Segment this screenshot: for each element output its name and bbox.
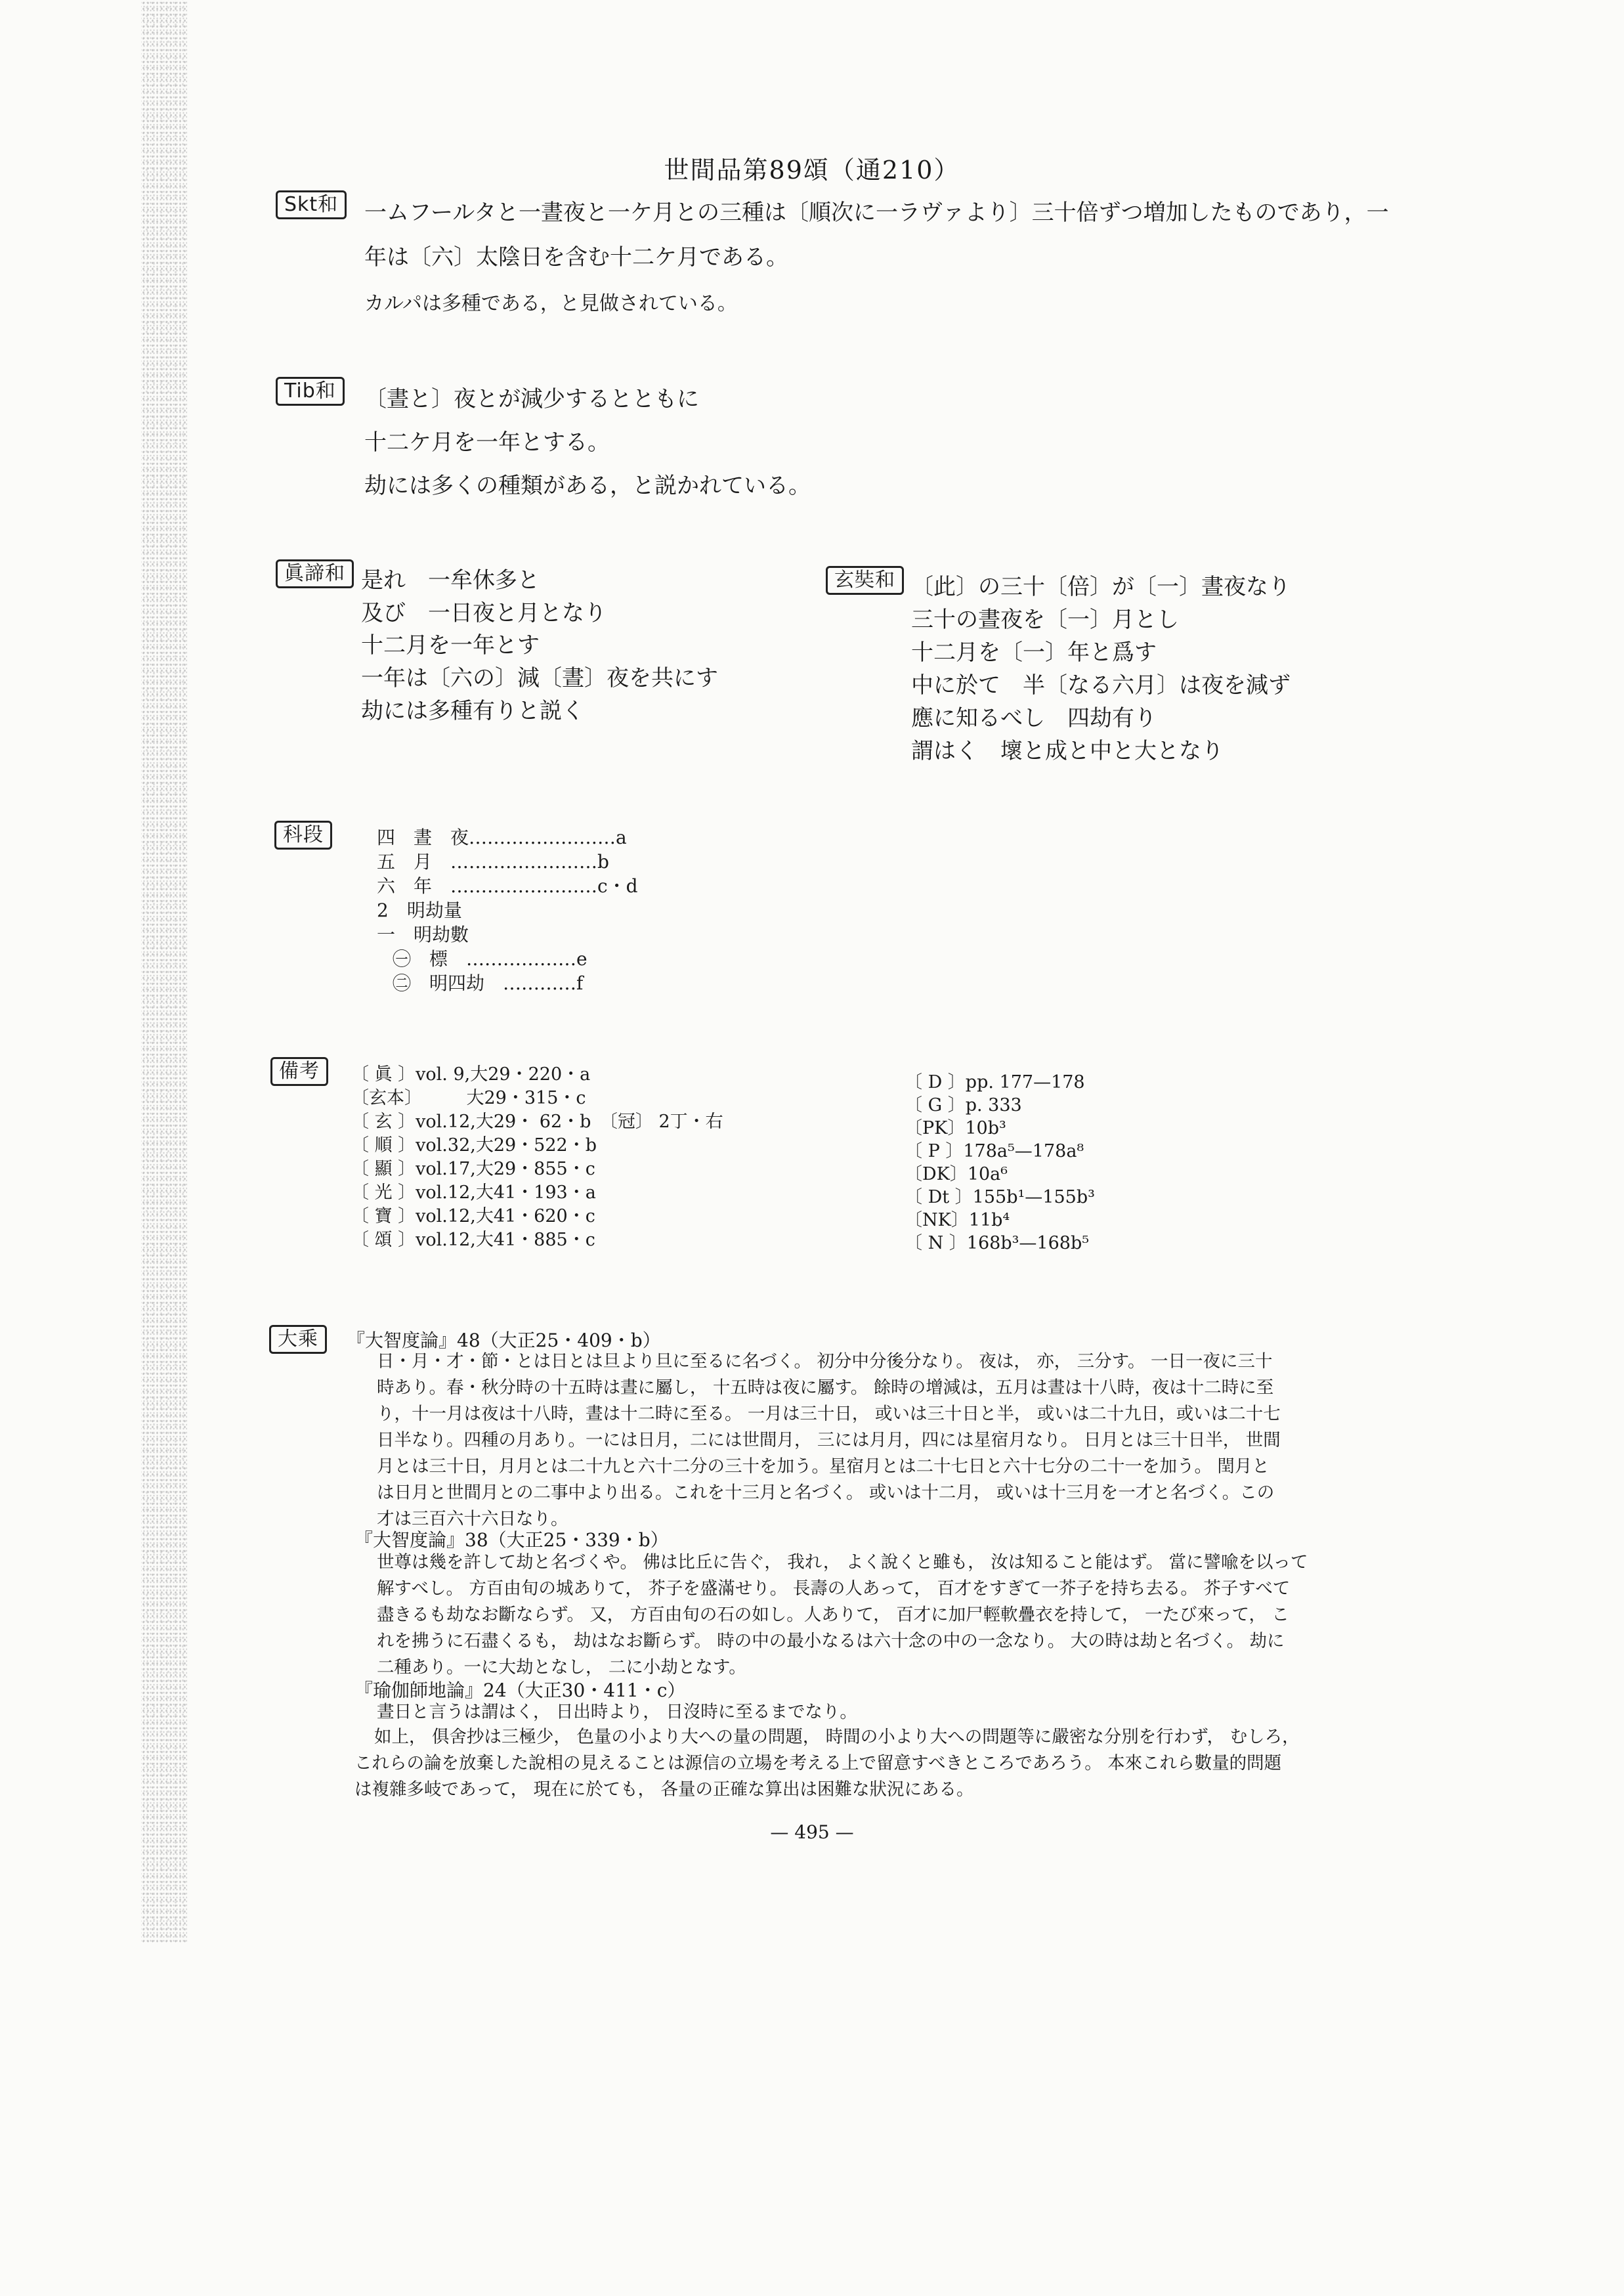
biko-right-5: 〔DK〕10a⁶ [905, 1164, 1008, 1184]
daijo-p1-line: 才は三百六十六日なり。 [377, 1509, 568, 1529]
daijo-p2-line: 二種あり。一に大劫となし， 二に小劫となす。 [377, 1657, 746, 1678]
kadan-line-6: ㊀ 標 ………………e [393, 948, 588, 970]
tib-line-2: 十二ケ月を一年とする。 [364, 429, 610, 456]
shintai-line-4: 一年は〔六の〕減〔晝〕夜を共にす [361, 665, 718, 691]
genjo-tag: 玄奘和 [826, 566, 904, 595]
genjo-line-1: 〔此〕の三十〔倍〕が〔一〕晝夜なり [911, 574, 1291, 600]
daijo-p1-line: 日・月・才・節・とは日とは旦より旦に至るに名づく。 初分中分後分なり。 夜は， 亦， 三分す。 一日一夜に三十 [377, 1351, 1273, 1372]
daijo-paragraph-3 [377, 1699, 857, 1725]
skt-line-3: カルパは多種である，と見做されている。 [364, 292, 737, 315]
daijo-tag: 大乘 [269, 1325, 327, 1354]
kadan-line-4: 2 明劫量 [377, 899, 462, 921]
shintai-line-5: 劫には多種有りと説く [361, 698, 584, 724]
daijo-paragraph-1 [377, 1349, 1281, 1532]
biko-left-3: 〔 玄 〕vol.12,大29・ 62・b 〔冠〕 2丁・右 [351, 1112, 723, 1132]
biko-left-5: 〔 顯 〕vol.17,大29・855・c [351, 1159, 595, 1179]
scan-edge-noise [141, 0, 187, 1943]
daijo-p3-line: 晝日と言うは謂はく， 日出時より， 日沒時に至るまでなり。 [377, 1702, 857, 1722]
biko-right-4: 〔 P 〕178a⁵—178a⁸ [905, 1141, 1084, 1161]
biko-left-7: 〔 寶 〕vol.12,大41・620・c [351, 1206, 595, 1226]
biko-right-7: 〔NK〕11b⁴ [905, 1210, 1010, 1230]
genjo-line-6: 謂はく 壞と成と中と大となり [911, 738, 1224, 764]
biko-right-6: 〔 Dt 〕155b¹—155b³ [905, 1187, 1095, 1207]
daijo-paragraph-2 [377, 1549, 1308, 1681]
daijo-p4-line: は複雜多岐であって， 現在に於ても， 各量の正確な算出は困難な狀況にある。 [354, 1779, 974, 1800]
daijo-p2-line: 世尊は幾を許して劫と名づくや。 佛は比丘に告ぐ， 我れ， よく說くと雖も， 汝は知ること能はず。 當に譬喩を以って [377, 1552, 1308, 1572]
page-title: 世間品第89頌（通210） [664, 156, 960, 184]
genjo-line-2: 三十の晝夜を〔一〕月とし [911, 607, 1179, 633]
kadan-line-7: ㊁ 明四劫 …………f [393, 972, 584, 994]
tib-line-1: 〔晝と〕夜とが減少するとともに [364, 386, 699, 412]
tib-line-3: 劫には多くの種類がある，と説かれている。 [364, 473, 811, 499]
genjo-line-3: 十二月を〔一〕年と爲す [911, 639, 1157, 666]
genjo-line-5: 應に知るべし 四劫有り [911, 705, 1157, 731]
daijo-p2-line: 解すべし。 方百由旬の城ありて， 芥子を盛滿せり。 長壽の人あって， 百才をすぎて一芥子を持ち去る。 芥子すべて [377, 1578, 1291, 1599]
daijo-p1-line: り，十一月は夜は十八時，晝は十二時に至る。 一月は三十日， 或いは三十日と半， 或いは二十九日，或いは二十七 [377, 1404, 1281, 1424]
kadan-tag: 科段 [274, 821, 332, 850]
daijo-source-2: 『大智度論』38（大正25・339・b） [354, 1529, 669, 1551]
biko-right-3: 〔PK〕10b³ [905, 1118, 1006, 1138]
daijo-p4-line: これらの論を放棄した說相の見えることは源信の立場を考える上で留意すべきところであろう。 本來これら數量的問題 [354, 1753, 1282, 1773]
daijo-source-1: 『大智度論』48（大正25・409・b） [347, 1330, 661, 1351]
skt-line-1: 一ムフールタと一晝夜と一ケ月との三種は〔順次に一ラヴァより〕三十倍ずつ増加したものであり，一 [364, 200, 1389, 226]
kadan-line-1: 四 晝 夜……………………a [377, 827, 627, 848]
daijo-p1-line: 時あり。春・秋分時の十五時は晝に屬し， 十五時は夜に屬す。 餘時の增減は，五月は晝は十八時，夜は十二時に至 [377, 1377, 1274, 1398]
shintai-line-1: 是れ 一牟休多と [361, 567, 540, 594]
daijo-source-3: 『瑜伽師地論』24（大正30・411・c） [354, 1679, 686, 1701]
daijo-p1-line: は日月と世間月との二事中より出る。これを十三月と名づく。 或いは十二月， 或いは十三月を一才と名づく。この [377, 1483, 1275, 1503]
kadan-line-2: 五 月 ……………………b [377, 851, 609, 873]
biko-left-6: 〔 光 〕vol.12,大41・193・a [351, 1182, 596, 1203]
biko-left-1: 〔 眞 〕vol. 9,大29・220・a [351, 1064, 591, 1085]
shintai-line-2: 及び 一日夜と月となり [361, 600, 607, 626]
shintai-line-3: 十二月を一年とす [361, 632, 540, 659]
kadan-line-3: 六 年 ……………………c・d [377, 875, 638, 897]
biko-right-1: 〔 D 〕pp. 177—178 [905, 1072, 1085, 1093]
skt-line-2: 年は〔六〕太陰日を含む十二ケ月である。 [364, 244, 788, 271]
biko-left-4: 〔 順 〕vol.32,大29・522・b [351, 1135, 597, 1156]
page-number: — 495 — [770, 1821, 854, 1843]
daijo-paragraph-4 [354, 1724, 1300, 1803]
daijo-p2-line: 盡きるも劫なお斷ならず。 又， 方百由旬の石の如し。人ありて， 百才に加尸輕軟疊衣を持して， 一たび來って， こ [377, 1605, 1289, 1625]
daijo-p2-line: れを拂うに石盡くるも， 劫はなお斷らず。 時の中の最小なるは六十念の中の一念なり。 大の時は劫と名づく。 劫に [377, 1631, 1285, 1651]
biko-tag: 備考 [270, 1057, 328, 1086]
daijo-p1-line: 日半なり。四種の月あり。一には日月，二には世間月， 三には月月，四には星宿月なり。 日月とは三十日半， 世間 [377, 1430, 1281, 1450]
daijo-p1-line: 月とは三十日，月月とは二十九と六十二分の三十を加う。星宿月とは二十七日と六十七分の二十一を加う。 閏月と [377, 1456, 1270, 1477]
genjo-line-4: 中に於て 半〔なる六月〕は夜を減ず [911, 672, 1291, 699]
kadan-line-5: 一 明劫數 [377, 924, 469, 945]
skt-tag: Skt和 [276, 190, 347, 219]
biko-left-2: 〔玄本〕 大29・315・c [351, 1088, 586, 1108]
tib-tag: Tib和 [276, 377, 345, 406]
shintai-tag: 眞諦和 [276, 559, 354, 588]
biko-right-2: 〔 G 〕p. 333 [905, 1095, 1022, 1116]
biko-right-8: 〔 N 〕168b³—168b⁵ [905, 1233, 1090, 1253]
daijo-p4-line: 如上， 俱舍抄は三極少， 色量の小より大への量の問題， 時間の小より大への問題等に嚴密な分別を行わず， むしろ， [374, 1727, 1300, 1747]
biko-left-8: 〔 頌 〕vol.12,大41・885・c [351, 1230, 595, 1250]
